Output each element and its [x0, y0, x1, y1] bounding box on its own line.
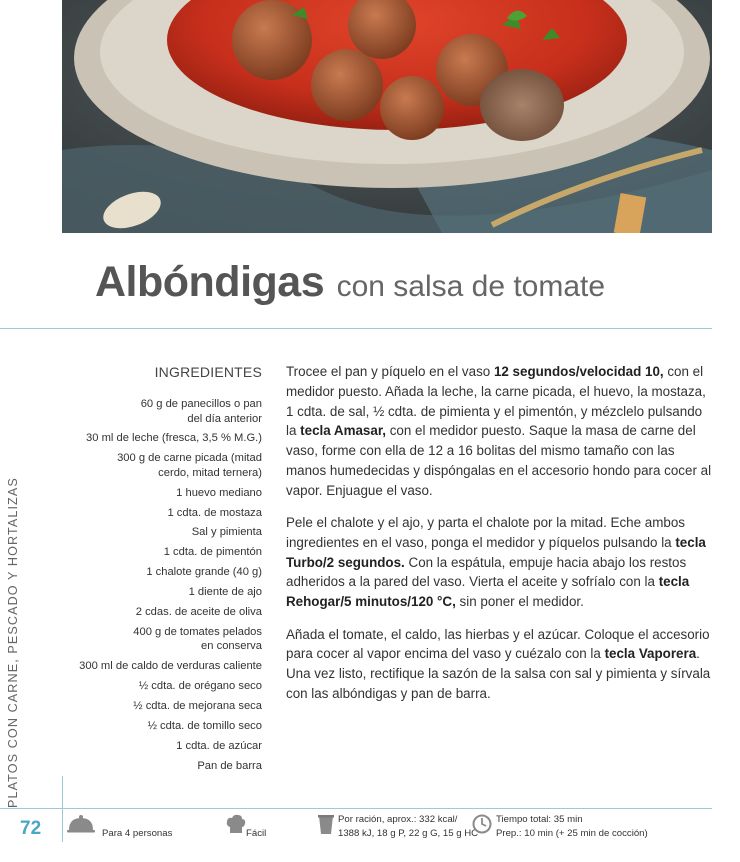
ingredient-line: en conserva	[201, 640, 262, 653]
ingredient-line: 2 cdas. de aceite de oliva	[135, 606, 262, 619]
nutrition-line2: 1388 kJ, 18 g P, 22 g G, 15 g HC	[338, 828, 479, 839]
recipe-title	[95, 258, 605, 307]
ingredient-line: ½ cdta. de orégano seco	[138, 680, 262, 693]
ingredient-item	[42, 699, 262, 714]
ingredient-item	[42, 565, 262, 580]
ingredient-line: 1 diente de ajo	[188, 586, 262, 599]
page-number-divider	[62, 776, 63, 842]
ingredient-item	[42, 625, 262, 654]
ingredient-line: Pan de barra	[197, 759, 262, 772]
method-paragraph	[286, 513, 712, 612]
ingredient-item	[42, 659, 262, 674]
ingredient-line: cerdo, mitad ternera)	[158, 466, 262, 479]
ingredient-item	[42, 486, 262, 501]
ingredient-item	[42, 679, 262, 694]
ingredient-line: 1 huevo mediano	[176, 486, 262, 499]
ingredient-line: 300 g de carne picada (mitad	[117, 452, 262, 465]
recipe-title-main: Albóndigas	[95, 258, 325, 306]
ingredient-item	[42, 759, 262, 774]
method-text-segment: sin poner el medidor.	[455, 594, 584, 610]
title-divider	[0, 328, 712, 329]
ingredient-line: 1 cdta. de pimentón	[163, 546, 262, 559]
method-step-setting: tecla Turbo/2 segundos.	[286, 534, 706, 570]
section-side-label: PLATOS CON CARNE, PESCADO Y HORTALIZAS	[6, 477, 20, 808]
footer-divider	[0, 808, 712, 809]
method-text-segment: Con la espátula, empuje hacia abajo los restos adheridos a la pared del vaso. Vierta el aceite y sofríalo con la	[286, 554, 687, 590]
method-text-segment: con el medidor puesto. Saque la masa de carne del vaso, forme con ella de 12 a 16 bolitas del mismo tamaño con las manos humedecidas y dispóngalas en el accesorio hondo para cocer al vapor. Enjuague el vaso.	[286, 423, 712, 498]
ingredient-line: Sal y pimienta	[191, 526, 262, 539]
ingredient-item	[42, 585, 262, 600]
ingredient-item	[42, 719, 262, 734]
ingredient-item	[42, 431, 262, 446]
ingredient-item	[42, 397, 262, 426]
ingredients-list	[42, 397, 262, 779]
ingredient-item	[42, 451, 262, 480]
ingredient-item	[42, 525, 262, 540]
cup-icon	[318, 814, 334, 836]
method-text	[286, 362, 712, 716]
ingredient-line: 400 g de tomates pelados	[133, 625, 262, 638]
method-text-segment: Añada el tomate, el caldo, las hierbas y el azúcar. Coloque el accesorio para cocer al vapor encima del vaso y cuézalo con la	[286, 626, 710, 662]
method-step-setting: tecla Amasar,	[300, 423, 387, 439]
ingredient-line: 300 ml de caldo de verduras caliente	[79, 660, 262, 673]
time-total: Tiempo total: 35 min	[496, 814, 583, 825]
dish-photo	[62, 0, 712, 233]
nutrition-line1: Por ración, aprox.: 332 kcal/	[338, 814, 458, 825]
method-step-setting: tecla Vaporera	[604, 646, 697, 662]
method-paragraph	[286, 362, 712, 501]
ingredient-item	[42, 506, 262, 521]
method-text-segment: con el medidor puesto. Añada la leche, la carne picada, el huevo, la mostaza, 1 cdta. de sal, ½ cdta. de pimienta y el pimentón, y mézclelo pulsando la	[286, 364, 706, 439]
servings-text: Para 4 personas	[102, 828, 173, 839]
page-number: 72	[20, 818, 42, 839]
method-text-segment: Trocee el pan y píquelo en el vaso	[286, 364, 494, 379]
difficulty-text: Fácil	[246, 828, 267, 839]
method-text-segment: Pele el chalote y el ajo, y parta el chalote por la mitad. Eche ambos ingredientes en el vaso, ponga el medidor y píquelos pulsando la	[286, 515, 685, 550]
meatballs-tomato-sauce-photo	[62, 0, 712, 233]
ingredient-line: ½ cdta. de tomillo seco	[147, 719, 262, 732]
ingredient-line: 1 chalote grande (40 g)	[146, 566, 262, 579]
method-paragraph	[286, 625, 712, 704]
ingredient-item	[42, 739, 262, 754]
recipe-title-sub: con salsa de tomate	[336, 270, 606, 303]
serving-cloche-icon	[66, 814, 96, 834]
chef-hat-icon	[226, 814, 246, 836]
ingredients-heading: INGREDIENTES	[154, 364, 262, 380]
method-text-segment: . Una vez listo, rectifique la sazón de la salsa con sal y pimienta y sírvala con las albóndigas y pan de barra.	[286, 646, 711, 701]
method-step-setting: 12 segundos/velocidad 10,	[493, 364, 664, 379]
time-prep: Prep.: 10 min (+ 25 min de cocción)	[496, 828, 648, 839]
ingredient-line: del día anterior	[187, 412, 262, 425]
ingredient-line: 1 cdta. de azúcar	[176, 739, 262, 752]
method-step-setting: tecla Rehogar/5 minutos/120 °C,	[286, 574, 690, 610]
ingredient-line: 60 g de panecillos o pan	[140, 398, 262, 410]
clock-icon	[472, 814, 492, 834]
ingredient-item	[42, 545, 262, 560]
ingredient-item	[42, 605, 262, 620]
ingredient-line: ½ cdta. de mejorana seca	[133, 700, 262, 713]
ingredient-line: 1 cdta. de mostaza	[167, 506, 262, 519]
ingredient-line: 30 ml de leche (fresca, 3,5 % M.G.)	[86, 432, 262, 445]
